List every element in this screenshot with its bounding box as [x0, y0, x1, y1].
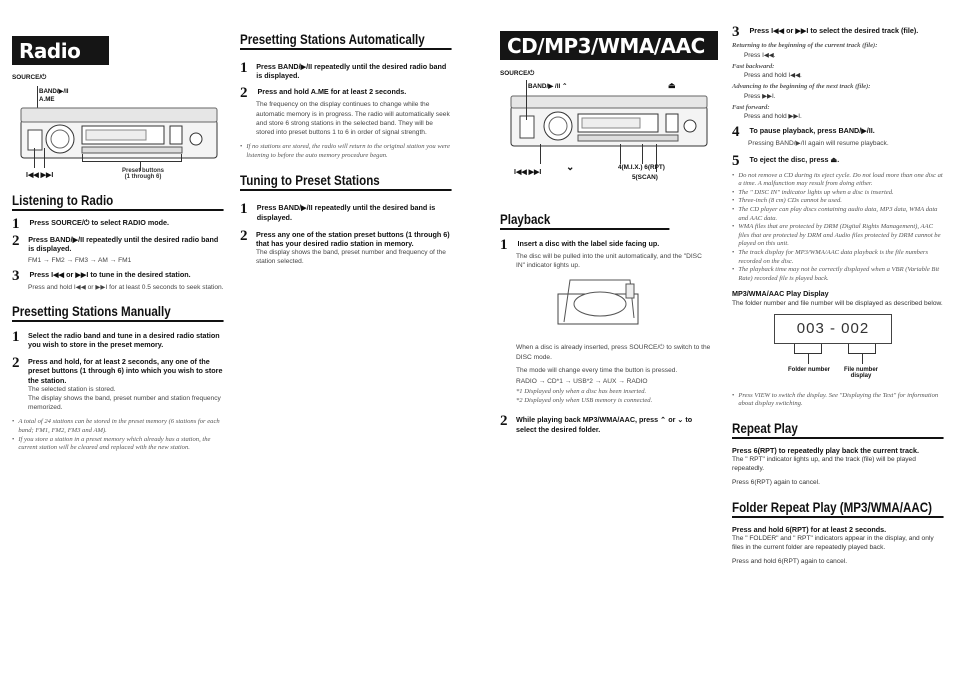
repeat-cancel: Press 6(RPT) again to cancel.: [732, 478, 820, 486]
cd-seek-label: I◀◀ ▶▶I: [514, 169, 542, 176]
manual-preset-heading: Presetting Stations Manually: [12, 304, 223, 322]
listening-step-3: 3 Press I◀◀ or ▶▶I to tune in the desired station.: [12, 267, 191, 284]
repeat-section: [732, 421, 944, 486]
playback-step-2: 2 While playing back MP3/WMA/AAC, press ⌃ or ⌄ to select the desired folder.: [500, 413, 693, 434]
manual-step-2: 2 Press and hold, for at least 2 seconds, any one of the preset buttons (1 through 6) into which you wish to store the station.: [12, 355, 223, 385]
track-step-3: 3 Press I◀◀ or ▶▶I to select the desired track (file).: [732, 24, 919, 40]
preset-buttons-label: Preset buttons (1 through 6): [121, 168, 164, 180]
tuning-description: The display shows the band, preset number and frequency of the station selected.: [256, 249, 446, 266]
manual-note-2: • If you store a station in a preset memory which already has a station, the current station will be cleared and replaced with the new station.: [12, 435, 211, 452]
listening-step-1: 1 Press SOURCE/⏻ to select RADIO mode.: [12, 216, 169, 232]
scan-label: 5(SCAN): [632, 174, 658, 181]
cd-source-label: SOURCE/⏻: [500, 70, 535, 77]
eject-step-5: 5 To eject the disc, press ⏏.: [732, 152, 840, 169]
fast-backward-body: Press and hold I◀◀.: [744, 72, 802, 80]
playback-continued-column: [732, 22, 944, 565]
eject-icon: ⏏: [668, 81, 676, 90]
seek-buttons-label: I◀◀ ▶▶I: [26, 172, 54, 179]
tuning-step-1: 1 Press BAND/▶/II repeatedly until the desired band is displayed.: [240, 201, 436, 222]
auto-memory-description: The frequency on the display continues to change while the automatic memory is in progress. The radio will automatically seek and store 6 strong stations in the selected band. They will be stored into preset buttons 1 to 6 in order of signal strength.: [256, 101, 450, 137]
manual-preset-section: [12, 304, 224, 453]
folder-down-icon: ⌄: [566, 162, 575, 173]
display-readout: 003 - 002: [774, 314, 892, 344]
tuning-step-2: 2 Press any one of the station preset buttons (1 through 6) that has your desired radio station in memory.: [240, 227, 450, 249]
folder-repeat-cancel: Press and hold 6(RPT) again to cancel.: [732, 558, 848, 566]
stored-text: The selected station is stored.: [28, 385, 116, 393]
view-note: • Press VIEW to switch the display. See "Displaying the Text" for information about display switching.: [732, 391, 939, 408]
folder-repeat-body: The " FOLDER" and " RPT" indicators appear in the display, and only files in the current folder are repeatedly played back.: [732, 535, 934, 552]
auto-step-1: 1 Press BAND/▶/II repeatedly until the desired radio band is displayed.: [240, 60, 447, 81]
disc-insert-illustration: [556, 274, 644, 336]
seek-instruction: Press and hold I◀◀ or ▶▶I for at least 0.5 seconds to seek station.: [28, 283, 224, 291]
source-label: SOURCE/⏻: [12, 74, 47, 81]
folder-repeat-section: [732, 500, 944, 565]
playback-heading: Playback: [500, 212, 670, 230]
cd-column: [500, 0, 712, 434]
footnote-1: *1 Displayed only when a disc has been inserted.: [516, 388, 647, 396]
auto-preset-heading: Presetting Stations Automatically: [240, 32, 451, 50]
fast-forward-heading: Fast forward:: [732, 103, 770, 111]
playback-section: [500, 212, 712, 434]
cd-band-label: BAND/▶ /II ⌃: [528, 83, 568, 90]
radio-column: [12, 0, 224, 453]
mix-rpt-label: 4(M.I.X.) 6(RPT): [618, 164, 665, 171]
return-body: Press I◀◀.: [744, 51, 776, 59]
pause-body: Pressing BAND/▶/II again will resume playback.: [748, 140, 889, 148]
advance-heading: Advancing to the beginning of the next track (file):: [732, 83, 871, 91]
listening-section: [12, 193, 224, 292]
mode-change-text: The mode will change every time the button is pressed.: [516, 366, 678, 374]
band-sequence: FM1 → FM2 → FM3 → AM → FM1: [28, 257, 132, 265]
play-display-body: The folder number and file number will be displayed as described below.: [732, 299, 943, 307]
repeat-instruction: Press 6(RPT) to repeatedly play back the current track.: [732, 445, 919, 455]
ame-label: A.ME: [39, 96, 55, 103]
cd-notes: • Do not remove a CD during its eject cycle. Do not load more than one disc at a time. A malfunction may result from doing either. • The " DISC IN" indicator lights up when a disc is inserted. • Three-inch (8 cm) CDs cannot be used. • The CD player can play discs containing audio data, MP3 data, WMA data and AAC data. • WMA files that are protected by DRM (Digital Rights Management), AAC files that are protected by DRM and Audio files protected by DRM cannot be played on this unit. • The track display for MP3/WMA/AAC data playback is the file numbers recorded on the disc. • The playback time may not be correctly displayed when a VBR (Variable Bit Rate) recorded file is played back.: [732, 171, 943, 282]
band-label: BAND/▶/II: [39, 88, 69, 95]
mode-flow: RADIO → CD*1 → USB*2 → AUX → RADIO: [516, 378, 648, 386]
fast-backward-heading: Fast backward:: [732, 62, 775, 70]
play-display-heading: MP3/WMA/AAC Play Display: [732, 289, 829, 299]
manual-note-1: • A total of 24 stations can be stored in the preset memory (6 stations for each band; FM1, FM2, FM3 and AM).: [12, 418, 220, 435]
listening-heading: Listening to Radio: [12, 193, 223, 211]
folder-file-display: [732, 314, 944, 386]
repeat-body: The " RPT" indicator lights up, and the track (file) will be played repeatedly.: [732, 455, 916, 472]
track-options: [732, 42, 944, 120]
repeat-heading: Repeat Play: [732, 421, 943, 439]
file-number-label: File number display: [844, 366, 879, 379]
auto-step-2: 2 Press and hold A.ME for at least 2 seconds.: [240, 85, 407, 102]
fast-forward-body: Press and hold ▶▶I.: [744, 113, 802, 121]
folder-repeat-heading: Folder Repeat Play (MP3/WMA/AAC): [732, 500, 943, 518]
folder-repeat-instruction: Press and hold 6(RPT) for at least 2 seconds.: [732, 524, 887, 534]
switch-to-disc-text: When a disc is already inserted, press SOURCE/⏻ to switch to the DISC mode.: [516, 344, 711, 361]
display-shows-text: The display shows the band, preset number and station frequency memorized.: [28, 395, 221, 412]
footnote-2: *2 Displayed only when USB memory is connected.: [516, 396, 653, 404]
tuning-preset-section: [240, 173, 452, 266]
return-heading: Returning to the beginning of the current track (file):: [732, 42, 878, 49]
advance-body: Press ▶▶I.: [744, 92, 776, 100]
stereo-illustration-cd: [500, 80, 712, 190]
manual-step-1: 1 Select the radio band and tune in a desired radio station you wish to store in the preset memory.: [12, 328, 220, 350]
folder-number-label: Folder number: [788, 366, 831, 373]
stereo-illustration-radio: [12, 86, 224, 182]
tuning-preset-heading: Tuning to Preset Stations: [240, 173, 451, 191]
playback-step-1: 1 Insert a disc with the label side facing up.: [500, 237, 660, 253]
pause-step-4: 4 To pause playback, press BAND/▶/II.: [732, 124, 875, 141]
cd-title: CD/MP3/WMA/AAC: [500, 31, 718, 60]
radio-title: Radio: [12, 36, 109, 65]
auto-note: • If no stations are stored, the radio will return to the original station you were listening to before the auto memory procedure began.: [240, 143, 450, 159]
disc-in-description: The disc will be pulled into the unit automatically, and the "DISC IN" indicator lights up.: [516, 253, 702, 270]
preset-column: [240, 32, 452, 267]
listening-step-2: 2 Press BAND/▶/II repeatedly until the desired radio band is displayed.: [12, 233, 219, 254]
